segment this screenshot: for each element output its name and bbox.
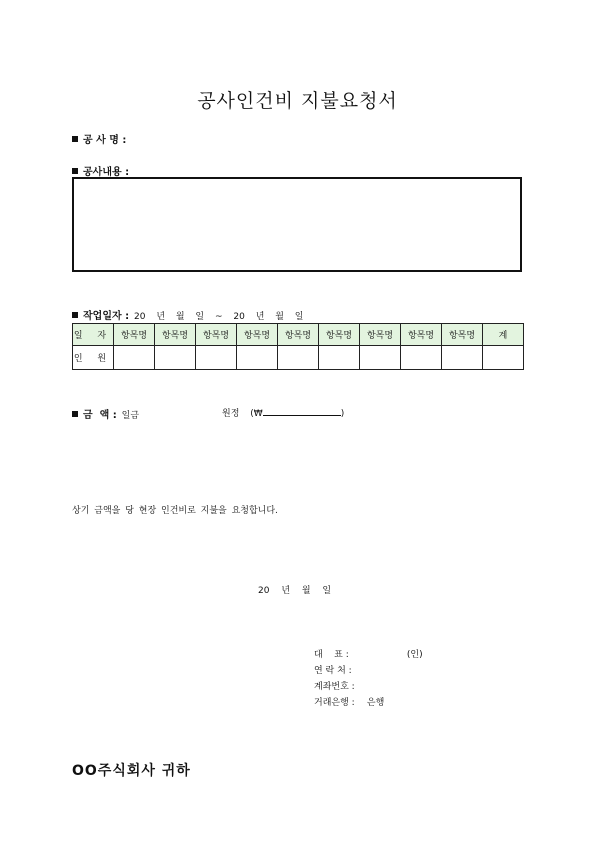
project-content-label: 공사내용 : [83,167,130,178]
work-date-text: 20 년 월 일 ~ 20 년 월 일 [134,312,304,322]
bullet-square-icon [72,136,78,142]
project-name-label: 공 사 명 : [83,135,127,146]
bullet-square-icon [72,312,78,318]
amount-label: 금 액 : [83,410,117,421]
signature-block [314,647,423,711]
header-cell: 항목명 [401,324,442,346]
bullet-square-icon [72,168,78,174]
table-cell[interactable] [442,346,483,370]
table-cell[interactable] [278,346,319,370]
table-cell[interactable] [114,346,155,370]
labor-table [72,323,524,370]
header-cell: 항목명 [237,324,278,346]
work-date-row [72,307,304,322]
amount-input-line[interactable] [263,407,341,416]
signature-label: 거래은행 : [314,698,355,708]
header-cell: 항목명 [196,324,237,346]
project-content-row [72,163,129,178]
signature-label: 계좌번호 : [314,682,355,692]
signature-row-account [314,679,423,695]
table-cell[interactable] [360,346,401,370]
work-date-label: 작업일자 : [83,311,130,322]
table-header-row [73,324,524,346]
amount-row [72,406,139,421]
table-cell[interactable] [155,346,196,370]
header-cell: 항목명 [442,324,483,346]
table-cell[interactable] [319,346,360,370]
table-cell[interactable] [237,346,278,370]
table-cell[interactable] [483,346,524,370]
date-line: 20 년 월 일 [258,586,332,596]
signature-label: 연 락 처 : [314,666,352,676]
table-cell[interactable] [196,346,237,370]
seal-mark: (인) [406,650,423,660]
signature-value: 은행 [366,698,385,708]
signature-label: 대 표 : [314,650,349,660]
signature-row-contact [314,663,423,679]
amount-won-group [222,406,344,419]
document-title: 공사인건비 지불요청서 [197,90,398,112]
bullet-square-icon [72,411,78,417]
header-cell: 항목명 [278,324,319,346]
project-content-box[interactable] [72,177,522,272]
project-name-row [72,131,126,146]
header-cell: 항목명 [319,324,360,346]
signature-row-bank [314,695,423,711]
recipient: OO주식회사 귀하 [72,763,191,779]
signature-row-representative [314,647,423,663]
table-cell[interactable] [401,346,442,370]
amount-paren-open: (₩ [250,409,263,419]
table-row [73,346,524,370]
amount-paren-close: ) [340,409,345,419]
header-cell: 계 [483,324,524,346]
header-cell: 일 자 [73,324,114,346]
request-sentence: 상기 금액을 당 현장 인건비로 지불을 요청합니다. [72,506,278,516]
header-cell: 항목명 [155,324,196,346]
amount-suffix: 원정 [222,409,240,419]
header-cell: 항목명 [114,324,155,346]
header-cell: 항목명 [360,324,401,346]
amount-prefix: 일금 [121,411,140,421]
table-cell: 인 원 [73,346,114,370]
